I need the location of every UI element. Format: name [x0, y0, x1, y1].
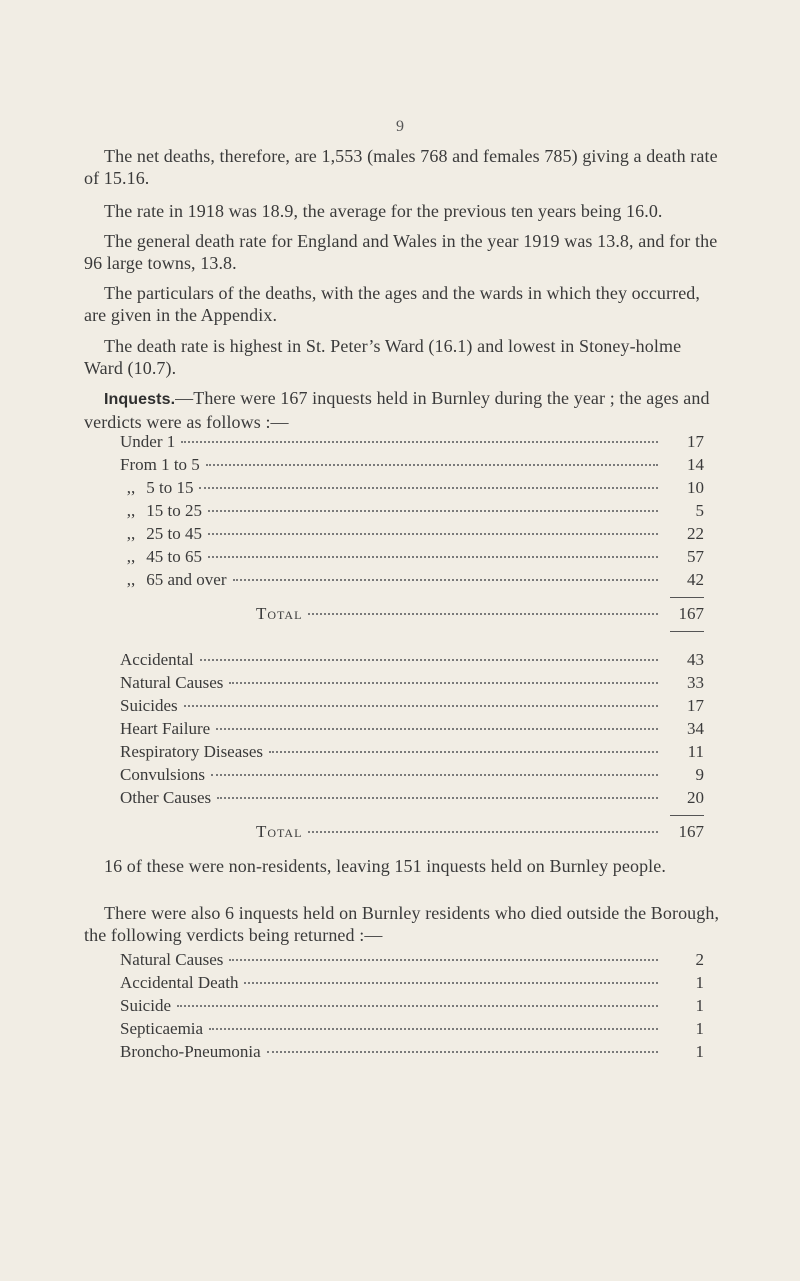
total-rule	[670, 631, 704, 632]
paragraph-1918-rate: The rate in 1918 was 18.9, the average for the previous ten years being 16.0.	[104, 201, 663, 221]
verdict-total-row: Total 167	[256, 822, 704, 841]
page-number: 9	[396, 118, 404, 135]
inquests-heading: Inquests.	[104, 391, 176, 408]
outside-verdict-row: Accidental Death 1	[120, 973, 704, 992]
total-rule	[670, 815, 704, 816]
age-row: ,, 15 to 25 5	[126, 501, 704, 520]
age-row: Under 1 17	[120, 432, 704, 451]
age-row: ,, 65 and over 42	[126, 570, 704, 589]
paragraph-general-rate: The general death rate for England and Wales in the year 1919 was 13.8, and for the 96 large towns, 13.8.	[84, 231, 718, 273]
paragraph-outside-borough: There were also 6 inquests held on Burnley residents who died outside the Borough, the following verdicts being returned :—	[84, 903, 720, 945]
verdict-row: Natural Causes 33	[120, 673, 704, 692]
paragraph-non-residents: 16 of these were non-residents, leaving 151 inquests held on Burnley people.	[104, 856, 666, 876]
paragraph-inquests	[84, 387, 724, 433]
outside-verdict-row: Septicaemia 1	[120, 1019, 704, 1038]
age-row: From 1 to 5 14	[120, 455, 704, 474]
verdict-row: Convulsions 9	[120, 765, 704, 784]
verdict-row: Other Causes 20	[120, 788, 704, 807]
verdict-row: Heart Failure 34	[120, 719, 704, 738]
age-row: ,, 25 to 45 22	[126, 524, 704, 543]
outside-verdict-row: Suicide 1	[120, 996, 704, 1015]
verdict-row: Respiratory Diseases 11	[120, 742, 704, 761]
age-total-row: Total 167	[256, 604, 704, 623]
paragraph-net-deaths: The net deaths, therefore, are 1,553 (males 768 and females 785) giving a death rate of 15.16.	[84, 146, 718, 188]
verdict-row: Accidental 43	[120, 650, 704, 669]
age-row: ,, 5 to 15 10	[126, 478, 704, 497]
verdict-row: Suicides 17	[120, 696, 704, 715]
outside-verdict-row: Broncho-Pneumonia 1	[120, 1042, 704, 1061]
age-row: ,, 45 to 65 57	[126, 547, 704, 566]
inquests-intro: —There were 167 inquests held in Burnley during the year ; the ages and verdicts were as follows :—	[84, 388, 710, 432]
outside-verdict-row: Natural Causes 2	[120, 950, 704, 969]
paragraph-particulars: The particulars of the deaths, with the ages and the wards in which they occurred, are given in the Appendix.	[84, 283, 700, 325]
total-rule	[670, 597, 704, 598]
paragraph-highest-ward: The death rate is highest in St. Peter’s Ward (16.1) and lowest in Stoney-holme Ward (10.7).	[84, 336, 682, 378]
